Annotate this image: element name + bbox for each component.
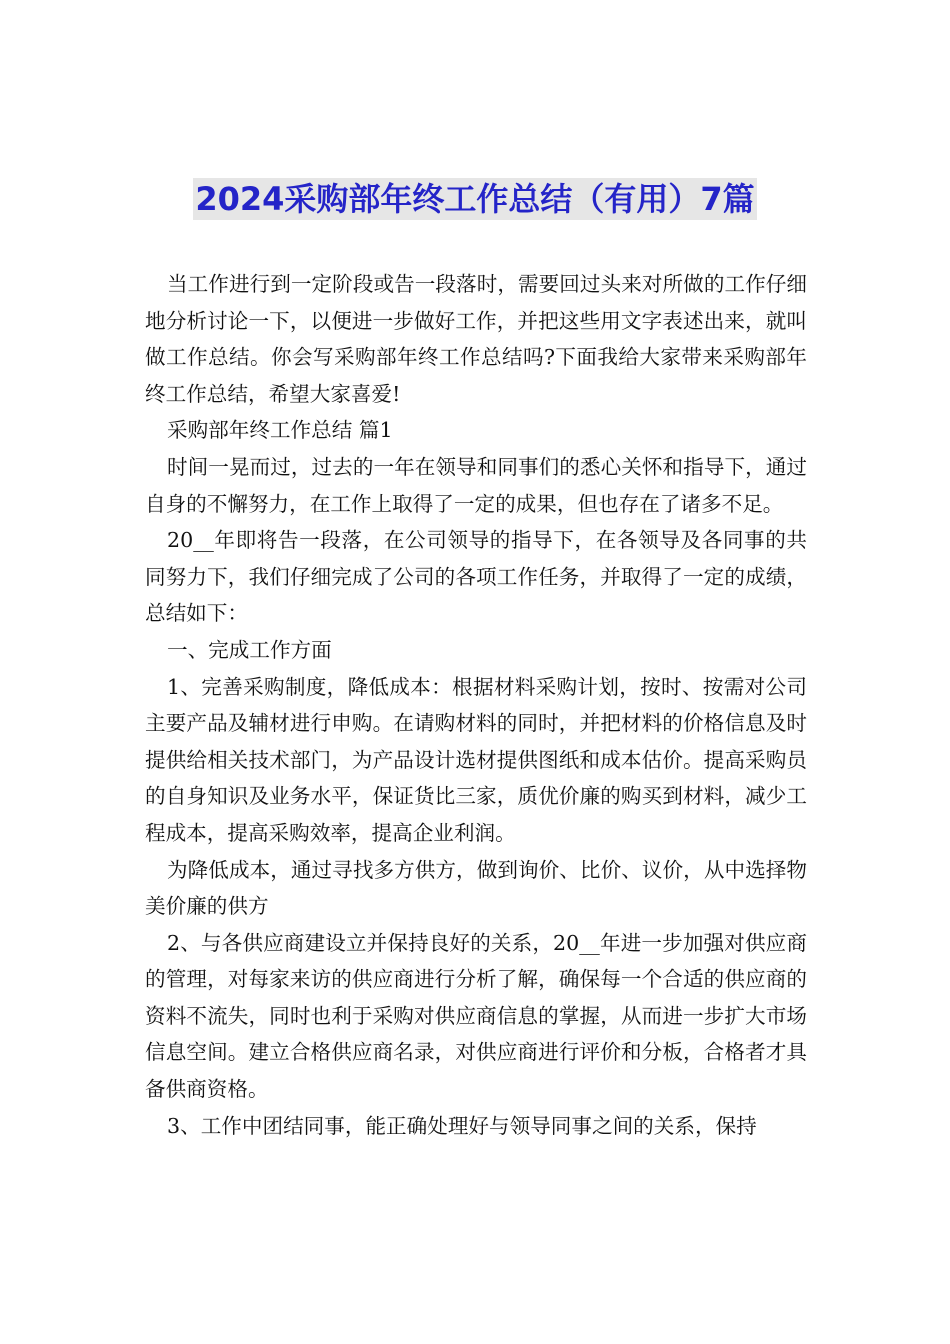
document-body — [145, 266, 807, 1144]
body-paragraph: 3、工作中团结同事，能正确处理好与领导同事之间的关系，保持 — [167, 1113, 757, 1138]
intro-paragraph: 当工作进行到一定阶段或告一段落时，需要回过头来对所做的工作仔细地分析讨论一下，以便进一步做好工作，并把这些用文字表述出来，就叫做工作总结。你会写采购部年终工作总结吗?下面我给大家带来采购部年终工作总结，希望大家喜爱! — [145, 272, 807, 406]
body-paragraph: 2、与各供应商建设立并保持良好的关系，20__年进一步加强对供应商的管理，对每家来访的供应商进行分析了解，确保每一个合适的供应商的资料不流失，同时也利于采购对供应商信息的掌握，从而进一步扩大市场信息空间。建立合格供应商名录，对供应商进行评价和分板，合格者才具备供商资格。 — [145, 930, 807, 1102]
title-container — [0, 178, 950, 220]
subsection-heading: 一、完成工作方面 — [167, 637, 332, 662]
document-title: 2024采购部年终工作总结（有用）7篇 — [195, 180, 755, 218]
section-heading: 采购部年终工作总结 篇1 — [167, 418, 393, 443]
body-paragraph: 20__年即将告一段落，在公司领导的指导下，在各领导及各同事的共同努力下，我们仔细完成了公司的各项工作任务，并取得了一定的成绩，总结如下： — [145, 528, 807, 626]
body-paragraph: 1、完善采购制度，降低成本：根据材料采购计划，按时、按需对公司主要产品及辅材进行申购。在请购材料的同时，并把材料的价格信息及时提供给相关技术部门，为产品设计选材提供图纸和成本估价。提高采购员的自身知识及业务水平，保证货比三家，质优价廉的购买到材料，减少工程成本，提高采购效率，提高企业利润。 — [145, 674, 807, 845]
body-paragraph: 时间一晃而过，过去的一年在领导和同事们的悉心关怀和指导下，通过自身的不懈努力，在工作上取得了一定的成果，但也存在了诸多不足。 — [145, 454, 807, 516]
body-paragraph: 为降低成本，通过寻找多方供方，做到询价、比价、议价，从中选择物美价廉的供方 — [145, 857, 807, 919]
